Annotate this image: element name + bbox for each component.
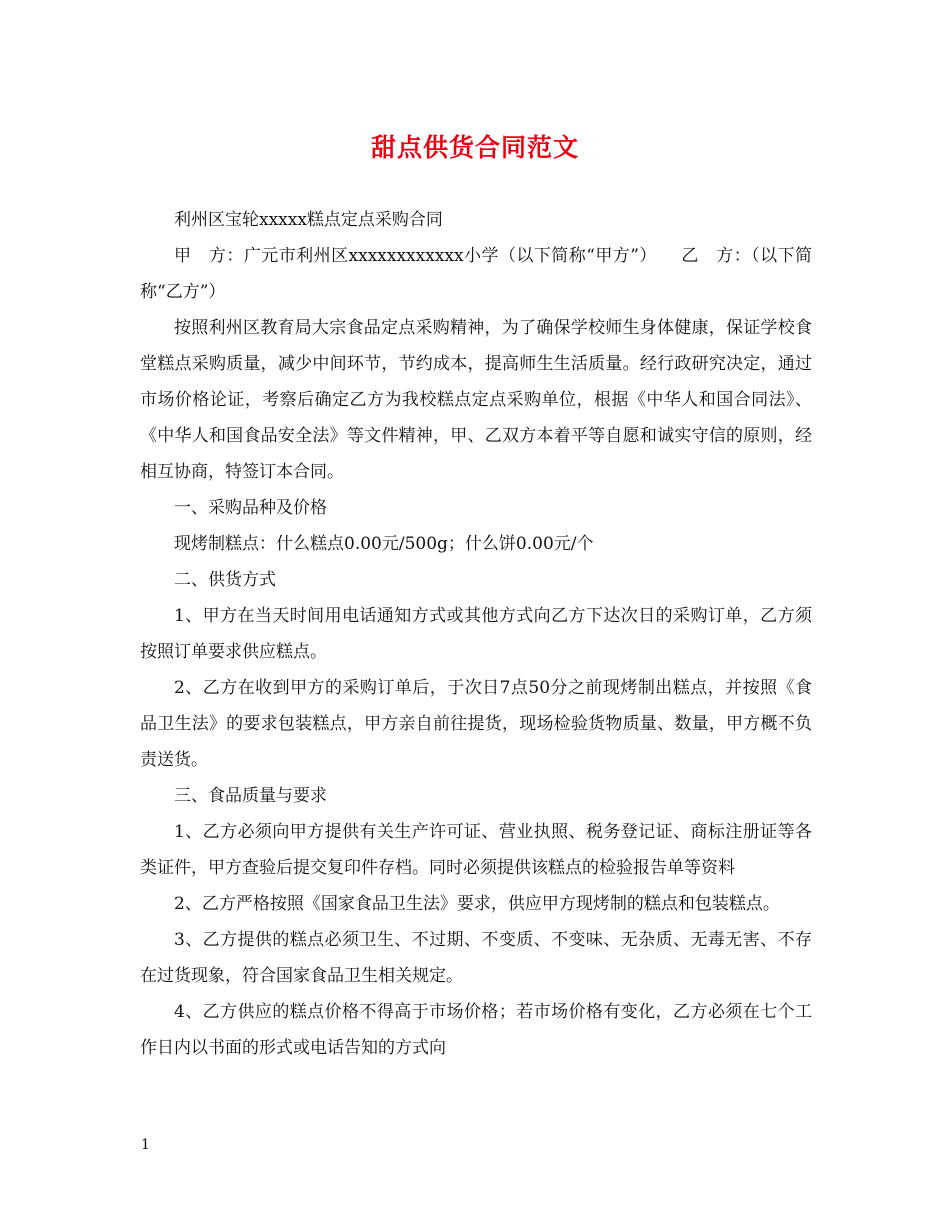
heading-section-3: 三、食品质量与要求	[174, 786, 327, 806]
paragraph-preamble: 按照利州区教育局大宗食品定点采购精神，为了确保学校师生身体健康，保证学校食堂糕点采购质量，减少中间环节，节约成本，提高师生生活质量。经行政研究决定，通过市场价格论证，考察后确定乙方为我校糕点定点采购单位，根据《中华人和国合同法》、《中华人和国食品安全法》等文件精神，甲、乙双方本着平等自愿和诚实守信的原则，经相互协商，特签订本合同。	[140, 318, 812, 482]
heading-section-1: 一、采购品种及价格	[174, 498, 327, 518]
paragraph-supply-2: 2、乙方在收到甲方的采购订单后，于次日7点50分之前现烤制出糕点，并按照《食品卫生法》的要求包装糕点，甲方亲自前往提货，现场检验货物质量、数量，甲方概不负责送货。	[140, 678, 812, 770]
document-body	[140, 202, 812, 1066]
heading-section-2: 二、供货方式	[174, 570, 276, 590]
party-a: 甲 方：广元市利州区xxxxxxxxxxxx小学（以下简称“甲方”）	[174, 246, 657, 266]
page-number: 1	[141, 1137, 150, 1153]
paragraph-quality-1: 1、乙方必须向甲方提供有关生产许可证、营业执照、税务登记证、商标注册证等各类证件，甲方查验后提交复印件存档。同时必须提供该糕点的检验报告单等资料	[140, 822, 812, 878]
paragraph-quality-4: 4、乙方供应的糕点价格不得高于市场价格；若市场价格有变化，乙方必须在七个工作日内以书面的形式或电话告知的方式向	[140, 1002, 812, 1058]
paragraph-contract-name: 利州区宝轮xxxxx糕点定点采购合同	[174, 210, 443, 230]
paragraph-quality-3: 3、乙方提供的糕点必须卫生、不过期、不变质、不变味、无杂质、无毒无害、不存在过货现象，符合国家食品卫生相关规定。	[140, 930, 812, 986]
paragraph-quality-2: 2、乙方严格按照《国家食品卫生法》要求，供应甲方现烤制的糕点和包装糕点。	[174, 894, 780, 914]
paragraph-parties	[140, 238, 812, 310]
paragraph-supply-1: 1、甲方在当天时间用电话通知方式或其他方式向乙方下达次日的采购订单，乙方须按照订单要求供应糕点。	[140, 606, 812, 662]
paragraph-prices: 现烤制糕点：什么糕点0.00元/500g；什么饼0.00元/个	[174, 534, 594, 554]
party-b: 乙 方：（以下简称“乙方”）	[140, 246, 813, 302]
document-title: 甜点供货合同范文	[370, 133, 579, 162]
